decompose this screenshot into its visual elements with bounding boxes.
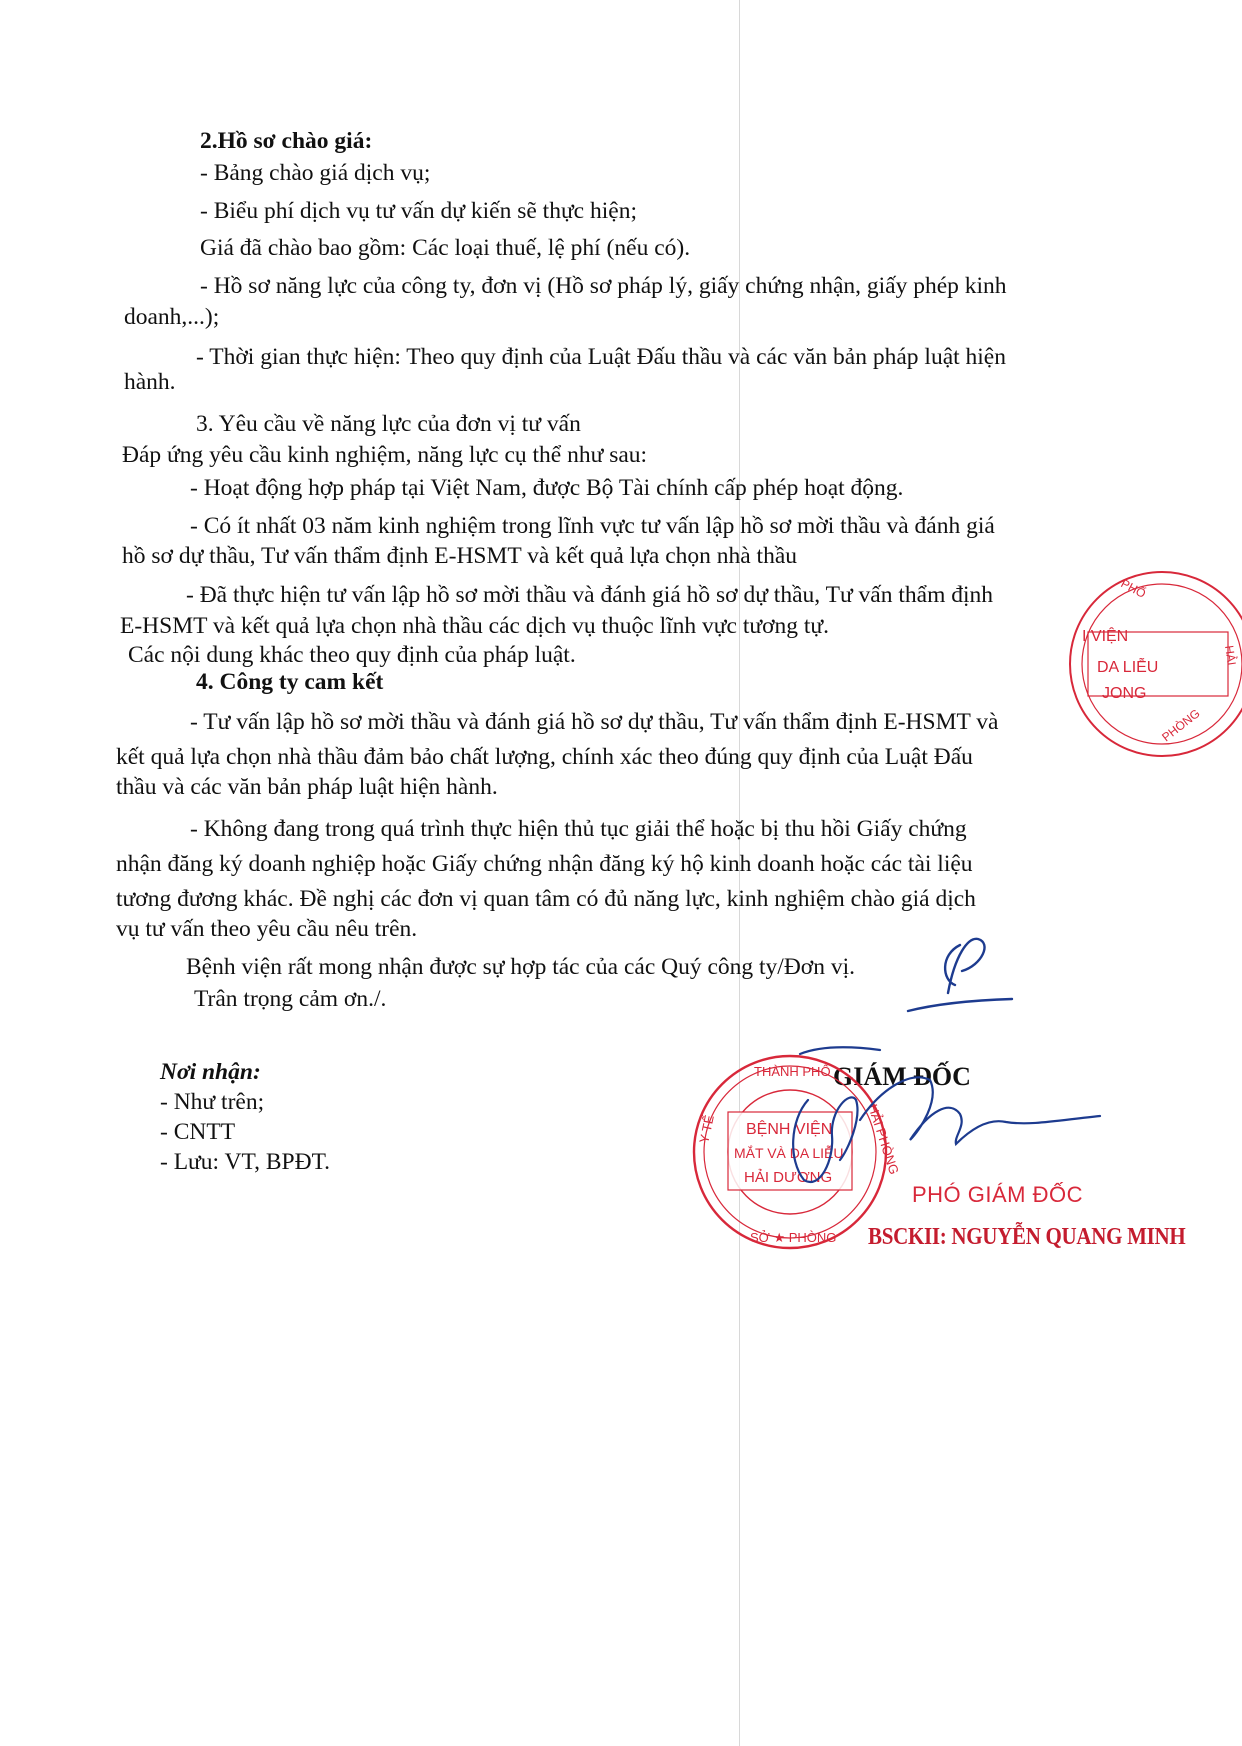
section-4-line: tương đương khác. Đề nghị các đơn vị quan tâm có đủ năng lực, kinh nghiệm chào giá dịch: [116, 886, 976, 912]
section-3-line: - Đã thực hiện tư vấn lập hồ sơ mời thầu và đánh giá hồ sơ dự thầu, Tư vấn thẩm định: [186, 582, 994, 608]
section-3-line: Đáp ứng yêu cầu kinh nghiệm, năng lực cụ thể như sau:: [122, 442, 648, 468]
edge-stamp-bottom: PHÒNG: [1159, 706, 1203, 745]
edge-stamp-right: HẢI: [1222, 644, 1239, 667]
section-3-line: Các nội dung khác theo quy định của pháp luật.: [128, 642, 576, 668]
stamp-center-line-1: BỆNH VIỆN: [746, 1121, 833, 1138]
section-2-line: doanh,...);: [124, 304, 220, 330]
stamp-ring-top: THÀNH PHỐ: [754, 1064, 831, 1079]
section-4-line: Trân trọng cảm ơn./.: [194, 986, 387, 1012]
section-4-line: - Tư vấn lập hồ sơ mời thầu và đánh giá hồ sơ dự thầu, Tư vấn thẩm định E-HSMT và: [190, 709, 999, 735]
section-3-line: hồ sơ dự thầu, Tư vấn thẩm định E-HSMT và kết quả lựa chọn nhà thầu: [122, 543, 798, 569]
edge-stamp: [1070, 562, 1242, 766]
section-2-line: - Hồ sơ năng lực của công ty, đơn vị (Hồ sơ pháp lý, giấy chứng nhận, giấy phép kinh: [200, 273, 1007, 299]
stamp-ring-left: Y TẾ: [696, 1113, 717, 1145]
section-2-line: hành.: [124, 369, 176, 395]
section-4-line: kết quả lựa chọn nhà thầu đảm bảo chất lượng, chính xác theo đúng quy định của Luật Đấu: [116, 744, 973, 770]
stamp-ring-bottom: SỞ ★ PHÒNG: [750, 1230, 837, 1245]
deputy-director-title: PHÓ GIÁM ĐỐC: [912, 1182, 1084, 1207]
signer-name: BSCKII: NGUYỄN QUANG MINH: [868, 1222, 1186, 1250]
section-4-line: nhận đăng ký doanh nghiệp hoặc Giấy chứng nhận đăng ký hộ kinh doanh hoặc các tài liệu: [116, 851, 973, 877]
section-2-line: Giá đã chào bao gồm: Các loại thuế, lệ phí (nếu có).: [200, 235, 691, 261]
section-2-line: - Thời gian thực hiện: Theo quy định của Luật Đấu thầu và các văn bản pháp luật hiện: [196, 344, 1006, 370]
section-4-line: Bệnh viện rất mong nhận được sự hợp tác của các Quý công ty/Đơn vị.: [186, 954, 856, 980]
director-title: GIÁM ĐỐC: [833, 1062, 971, 1091]
stamp-center-line-2: MẮT VÀ DA LIỄU: [734, 1145, 844, 1161]
recipient-item: - Lưu: VT, BPĐT.: [160, 1149, 331, 1175]
edge-stamp-top: PHỐ: [1118, 576, 1149, 601]
section-3-line: E-HSMT và kết quả lựa chọn nhà thầu các dịch vụ thuộc lĩnh vực tương tự.: [120, 613, 830, 639]
stamp-center-line-3: HẢI DƯƠNG: [744, 1169, 833, 1186]
recipient-item: - CNTT: [160, 1119, 236, 1145]
section-4-heading: 4. Công ty cam kết: [196, 669, 384, 695]
section-2-heading: 2.Hồ sơ chào giá:: [200, 128, 373, 154]
recipients-heading: Nơi nhận:: [160, 1059, 261, 1085]
director-signature: [760, 1040, 1120, 1190]
stamp-ring-right: HẢI PHÒNG: [865, 1102, 902, 1177]
section-2-line: - Bảng chào giá dịch vụ;: [200, 160, 431, 186]
edge-stamp-line-3: JONG: [1102, 685, 1147, 702]
section-4-line: thầu và các văn bản pháp luật hiện hành.: [116, 774, 498, 800]
section-2-line: - Biểu phí dịch vụ tư vấn dự kiến sẽ thực hiện;: [200, 198, 637, 224]
initial-signature: [900, 915, 1020, 1015]
section-4-line: - Không đang trong quá trình thực hiện thủ tục giải thể hoặc bị thu hồi Giấy chứng: [190, 816, 967, 842]
section-3-line: - Hoạt động hợp pháp tại Việt Nam, được Bộ Tài chính cấp phép hoạt động.: [190, 475, 904, 501]
recipient-item: - Như trên;: [160, 1089, 265, 1115]
edge-stamp-line-2: DA LIỄU: [1097, 659, 1159, 676]
section-3-heading: 3. Yêu cầu về năng lực của đơn vị tư vấn: [196, 411, 581, 437]
edge-stamp-line-1: I VIỆN: [1082, 628, 1129, 645]
section-4-line: vụ tư vấn theo yêu cầu nêu trên.: [116, 916, 418, 942]
section-3-line: - Có ít nhất 03 năm kinh nghiệm trong lĩnh vực tư vấn lập hồ sơ mời thầu và đánh giá: [190, 513, 995, 539]
